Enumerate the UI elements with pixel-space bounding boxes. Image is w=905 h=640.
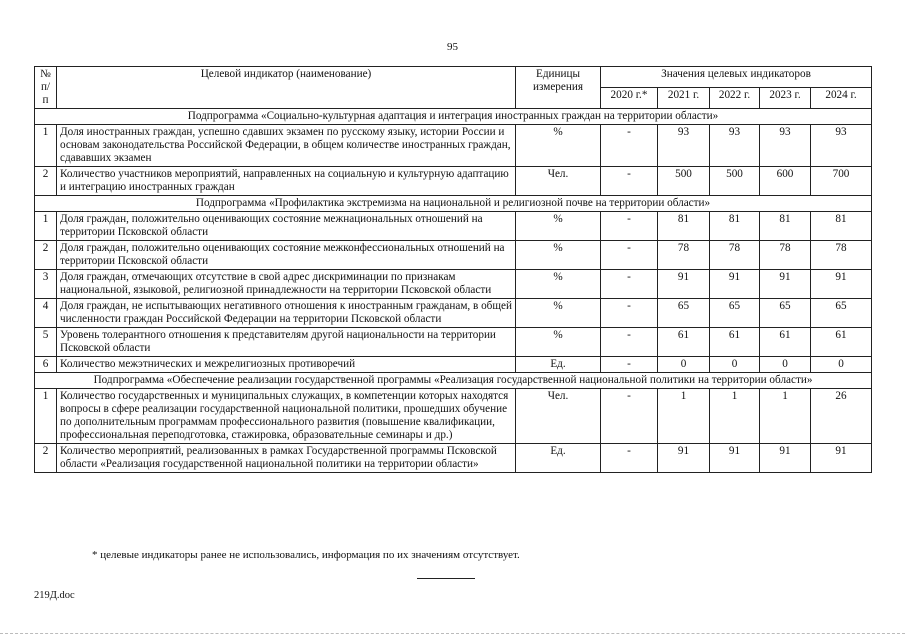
- section-row: [35, 373, 872, 389]
- row-value: -: [601, 389, 658, 444]
- row-value: 500: [658, 167, 710, 196]
- table-row: [35, 444, 872, 473]
- row-value: 91: [658, 444, 710, 473]
- row-value: 81: [658, 212, 710, 241]
- section-row: [35, 196, 872, 212]
- section-row: [35, 109, 872, 125]
- row-value: 1: [760, 389, 811, 444]
- row-value: 81: [710, 212, 760, 241]
- row-num: 5: [35, 328, 57, 357]
- header-year: 2022 г.: [710, 88, 760, 109]
- row-unit: %: [516, 270, 601, 299]
- row-name: Количество государственных и муниципальных служащих, в компетенции которых находятся вопросы в сфере реализации государственной национальной политики, прошедших обучение по дополнительным программам профессионального развития (повышение квалификации, профессиональная переподготовка, стажировка, образовательные семинары и др.): [57, 389, 516, 444]
- row-name: Доля иностранных граждан, успешно сдавших экзамен по русскому языку, истории России и основам законодательства Российской Федерации, в общем количестве иностранных граждан, сдававших экзамен: [57, 125, 516, 167]
- row-num: 1: [35, 389, 57, 444]
- row-value: 61: [710, 328, 760, 357]
- row-unit: Чел.: [516, 167, 601, 196]
- row-name: Доля граждан, положительно оценивающих состояние межнациональных отношений на территории Псковской области: [57, 212, 516, 241]
- row-num: 4: [35, 299, 57, 328]
- row-value: 65: [710, 299, 760, 328]
- row-value: 61: [811, 328, 872, 357]
- row-value: 91: [760, 270, 811, 299]
- row-value: 93: [760, 125, 811, 167]
- page-number: 95: [447, 41, 458, 53]
- header-name: Целевой индикатор (наименование): [57, 67, 516, 109]
- row-unit: %: [516, 328, 601, 357]
- table-row: [35, 299, 872, 328]
- row-value: 0: [811, 357, 872, 373]
- row-unit: Ед.: [516, 444, 601, 473]
- row-value: 91: [658, 270, 710, 299]
- row-name: Доля граждан, не испытывающих негативного отношения к иностранным гражданам, в общей численности граждан Российской Федерации на территории Псковской области: [57, 299, 516, 328]
- row-value: 81: [760, 212, 811, 241]
- row-value: 61: [658, 328, 710, 357]
- row-value: 91: [760, 444, 811, 473]
- header-unit: Единицы измерения: [516, 67, 601, 109]
- row-unit: %: [516, 125, 601, 167]
- row-name: Уровень толерантного отношения к представителям другой национальности на территории Псковской области: [57, 328, 516, 357]
- table-row: [35, 241, 872, 270]
- table-row: [35, 167, 872, 196]
- header-year: 2021 г.: [658, 88, 710, 109]
- row-value: 0: [658, 357, 710, 373]
- section-title: Подпрограмма «Профилактика экстремизма на национальной и религиозной почве на территории области»: [35, 196, 872, 212]
- row-name: Доля граждан, положительно оценивающих состояние межконфессиональных отношений на территории Псковской области: [57, 241, 516, 270]
- table-row: [35, 389, 872, 444]
- section-title: Подпрограмма «Обеспечение реализации государственной программы «Реализация государственной национальной политики на территории области»: [35, 373, 872, 389]
- row-value: 61: [760, 328, 811, 357]
- row-name: Количество участников мероприятий, направленных на социальную и культурную адаптацию и интеграцию иностранных граждан: [57, 167, 516, 196]
- row-unit: %: [516, 212, 601, 241]
- footnote: * целевые индикаторы ранее не использовались, информация по их значениям отсутствует.: [92, 549, 520, 561]
- row-num: 2: [35, 241, 57, 270]
- row-num: 3: [35, 270, 57, 299]
- row-value: -: [601, 167, 658, 196]
- row-value: 0: [710, 357, 760, 373]
- row-unit: Чел.: [516, 389, 601, 444]
- row-value: 1: [710, 389, 760, 444]
- row-value: 91: [811, 270, 872, 299]
- row-value: 91: [710, 444, 760, 473]
- row-num: 6: [35, 357, 57, 373]
- row-value: 91: [811, 444, 872, 473]
- row-value: 65: [760, 299, 811, 328]
- table-body: [35, 109, 872, 473]
- row-value: -: [601, 357, 658, 373]
- row-value: 93: [658, 125, 710, 167]
- row-value: -: [601, 444, 658, 473]
- row-value: 78: [710, 241, 760, 270]
- row-value: 0: [760, 357, 811, 373]
- header-num: № п/п: [35, 67, 57, 109]
- row-unit: %: [516, 299, 601, 328]
- row-value: 81: [811, 212, 872, 241]
- row-value: 65: [811, 299, 872, 328]
- indicators-table: [34, 66, 872, 473]
- header-values-title: Значения целевых индикаторов: [601, 67, 872, 88]
- table-row: [35, 357, 872, 373]
- header-year: 2024 г.: [811, 88, 872, 109]
- row-value: 26: [811, 389, 872, 444]
- row-value: 78: [811, 241, 872, 270]
- table-row: [35, 328, 872, 357]
- row-value: -: [601, 328, 658, 357]
- row-value: -: [601, 212, 658, 241]
- row-value: 65: [658, 299, 710, 328]
- row-value: 700: [811, 167, 872, 196]
- row-value: 600: [760, 167, 811, 196]
- scan-edge-divider: [0, 633, 905, 634]
- row-value: 93: [710, 125, 760, 167]
- table-row: [35, 212, 872, 241]
- row-unit: %: [516, 241, 601, 270]
- end-divider: [417, 578, 475, 579]
- row-value: 78: [760, 241, 811, 270]
- row-value: -: [601, 299, 658, 328]
- row-num: 2: [35, 167, 57, 196]
- row-value: 78: [658, 241, 710, 270]
- row-name: Доля граждан, отмечающих отсутствие в свой адрес дискриминации по признакам национальной, языковой, религиозной принадлежности на территории Псковской области: [57, 270, 516, 299]
- row-value: 500: [710, 167, 760, 196]
- row-name: Количество межэтнических и межрелигиозных противоречий: [57, 357, 516, 373]
- row-num: 1: [35, 212, 57, 241]
- row-value: -: [601, 241, 658, 270]
- row-value: 1: [658, 389, 710, 444]
- section-title: Подпрограмма «Социально-культурная адаптация и интеграция иностранных граждан на территории области»: [35, 109, 872, 125]
- row-value: -: [601, 270, 658, 299]
- row-value: -: [601, 125, 658, 167]
- row-num: 1: [35, 125, 57, 167]
- header-year: 2020 г.*: [601, 88, 658, 109]
- header-row: [35, 67, 872, 88]
- row-unit: Ед.: [516, 357, 601, 373]
- row-value: 91: [710, 270, 760, 299]
- file-name: 219Д.doc: [34, 590, 75, 601]
- table-row: [35, 270, 872, 299]
- row-name: Количество мероприятий, реализованных в рамках Государственной программы Псковской области «Реализация государственной национальной политики на территории области»: [57, 444, 516, 473]
- header-year: 2023 г.: [760, 88, 811, 109]
- row-num: 2: [35, 444, 57, 473]
- table-row: [35, 125, 872, 167]
- row-value: 93: [811, 125, 872, 167]
